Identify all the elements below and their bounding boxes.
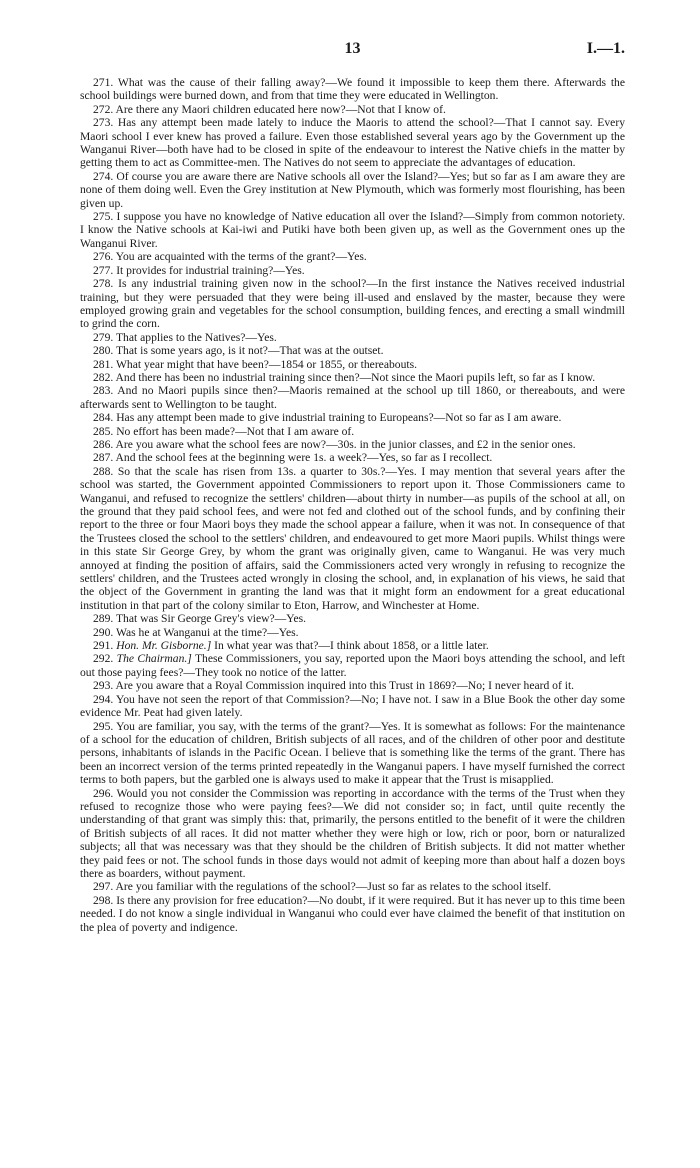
document-reference: I.—1. xyxy=(586,40,625,57)
speaker-label: Hon. Mr. Gisborne.] xyxy=(116,639,212,653)
question-274: 274. Of course you are aware there are Native schools all over the Island?—Yes; but so far as I am aware they are none of them doing well. Even the Grey institution at New Plymouth, which was formerly most flourishing, has been given up. xyxy=(80,169,625,210)
question-number: 291. xyxy=(93,639,114,653)
question-284: 284. Has any attempt been made to give industrial training to Europeans?—Not so far as I am aware. xyxy=(93,411,562,425)
question-298: 298. Is there any provision for free education?—No doubt, if it were required. But it has never up to this time been needed. I do not know a single individual in Wanganui who could ever have claimed the benefit of that institution on the plea of poverty and indigence. xyxy=(80,893,625,934)
question-278: 278. Is any industrial training given now in the school?—In the first instance the Natives received industrial training, but they were persuaded that they were being ill-used and enslaved by the master, because they were employed growing grain and vegetables for the school consumption, building fences, and erecting a small windmill to grind the corn. xyxy=(80,277,625,331)
question-296: 296. Would you not consider the Commission was reporting in accordance with the terms of the Trust when they refused to recognize those who were paying fees?—We did not consider so; in fact, until quite recently the understanding of that grant was simply this: that, primarily, the persons entitled to the benefit of it were the children of British subjects of all races. It did not matter whether they were high or low, rich or poor, born or naturalized subjects; all that was necessary was that they should be the children of British subjects. It did not matter whether they paid fees or not. The school funds in those days would not admit of keeping more than about half a dozen boys there as boarders, without payment. xyxy=(80,786,625,880)
question-277: 277. It provides for industrial training?—Yes. xyxy=(93,263,305,277)
question-291 xyxy=(80,639,625,652)
question-293: 293. Are you aware that a Royal Commission inquired into this Trust in 1869?—No; I never heard of it. xyxy=(93,679,575,693)
question-290: 290. Was he at Wanganui at the time?—Yes. xyxy=(93,625,299,639)
question-287: 287. And the school fees at the beginning were 1s. a week?—Yes, so far as I recollect. xyxy=(93,451,493,465)
page-number: 13 xyxy=(344,40,361,57)
question-279: 279. That applies to the Natives?—Yes. xyxy=(93,330,277,344)
document-page xyxy=(80,40,625,934)
page-header xyxy=(80,40,625,66)
question-285: 285. No effort has been made?—Not that I am aware of. xyxy=(93,424,355,438)
speaker-label: The Chairman.] xyxy=(116,652,192,666)
question-294: 294. You have not seen the report of that Commission?—No; I have not. I saw in a Blue Book the other day some evidence Mr. Peat had given lately. xyxy=(80,692,625,720)
question-283: 283. And no Maori pupils since then?—Maoris remained at the school up till 1860, or thereabouts, and were afterwards sent to Wellington to be taught. xyxy=(80,384,625,411)
question-282: 282. And there has been no industrial training since then?—Not since the Maori pupils left, so far as I know. xyxy=(93,370,596,384)
question-273: 273. Has any attempt been made lately to induce the Maoris to attend the school?—That I cannot say. Every Maori school I ever knew has proved a failure. Even those established several years ago by the Government up the Wanganui River—both have had to be closed in spite of the endeavour to interest the Native chiefs in the matter by getting them to act as Committee-men. The Natives do not seem to appreciate the advantages of education. xyxy=(80,116,625,170)
question-text: These Commissioners, you say, reported upon the Maori boys attending the school, and left out those paying fees?—They took no notice of the latter. xyxy=(80,652,625,679)
question-295: 295. You are familiar, you say, with the terms of the grant?—Yes. It is somewhat as follows: For the maintenance of a school for the education of children, British subjects of all races, and of the children of other poor and destitute persons, inhabitants of islands in the Pacific Ocean. I believe that is something like the terms of the grant. There has been an incorrect version of the terms printed repeatedly in the Wanganui papers. I have myself furnished the correct terms to both papers, but the garbled one is always used to make it appear that the Trust is misapplied. xyxy=(80,719,625,787)
evidence-text xyxy=(80,76,625,934)
question-297: 297. Are you familiar with the regulations of the school?—Just so far as relates to the school itself. xyxy=(93,880,552,894)
question-280: 280. That is some years ago, is it not?—That was at the outset. xyxy=(93,344,384,358)
question-271: 271. What was the cause of their falling away?—We found it impossible to keep them there. Afterwards the school buildings were burned down, and from that time they were educated in Wellington. xyxy=(80,76,625,103)
question-275: 275. I suppose you have no knowledge of Native education all over the Island?—Simply from common notoriety. I know the Native schools at Kai-iwi and Putiki have both been given up, as well as the Government ones up the Wanganui River. xyxy=(80,210,625,250)
question-288: 288. So that the scale has risen from 13s. a quarter to 30s.?—Yes. I may mention that several years after the school was started, the Government appointed Commissioners to report upon it. Those Commissioners came to Wanganui, and refused to recognize the settlers' children—about thirty in number—as pupils of the school at all, on the ground that they paid school fees, and were not fed and clothed out of the school funds, and by confining their report to the three or four Maori boys they made the school appear a failure, when it was not. In consequence of that the Trustees closed the school to the settlers' children, and endeavoured to get more Maori pupils. Whilst things were in this state Sir George Grey, by whom the grant was originally given, came to Wanganui. He was very much annoyed at finding the position of affairs, said the Commissioners acted very wrongly in refusing to recognize the settlers' children, and the Trustees acted wrongly in closing the school, and, in explanation of his views, he said that the object of the Government in granting the land was that it might form an endowment for a great educational institution in that part of the colony similar to Eton, Harrow, and Winchester at Home. xyxy=(80,464,625,612)
question-272: 272. Are there any Maori children educated here now?—Not that I know of. xyxy=(93,102,446,116)
question-286: 286. Are you aware what the school fees are now?—30s. in the junior classes, and £2 in the senior ones. xyxy=(93,437,576,451)
question-276: 276. You are acquainted with the terms of the grant?—Yes. xyxy=(93,250,367,264)
question-number: 292. xyxy=(93,652,114,666)
question-text: In what year was that?—I think about 1858, or a little later. xyxy=(211,639,489,653)
question-281: 281. What year might that have been?—1854 or 1855, or thereabouts. xyxy=(93,357,417,371)
question-289: 289. That was Sir George Grey's view?—Yes. xyxy=(93,612,307,626)
question-292 xyxy=(80,652,625,679)
